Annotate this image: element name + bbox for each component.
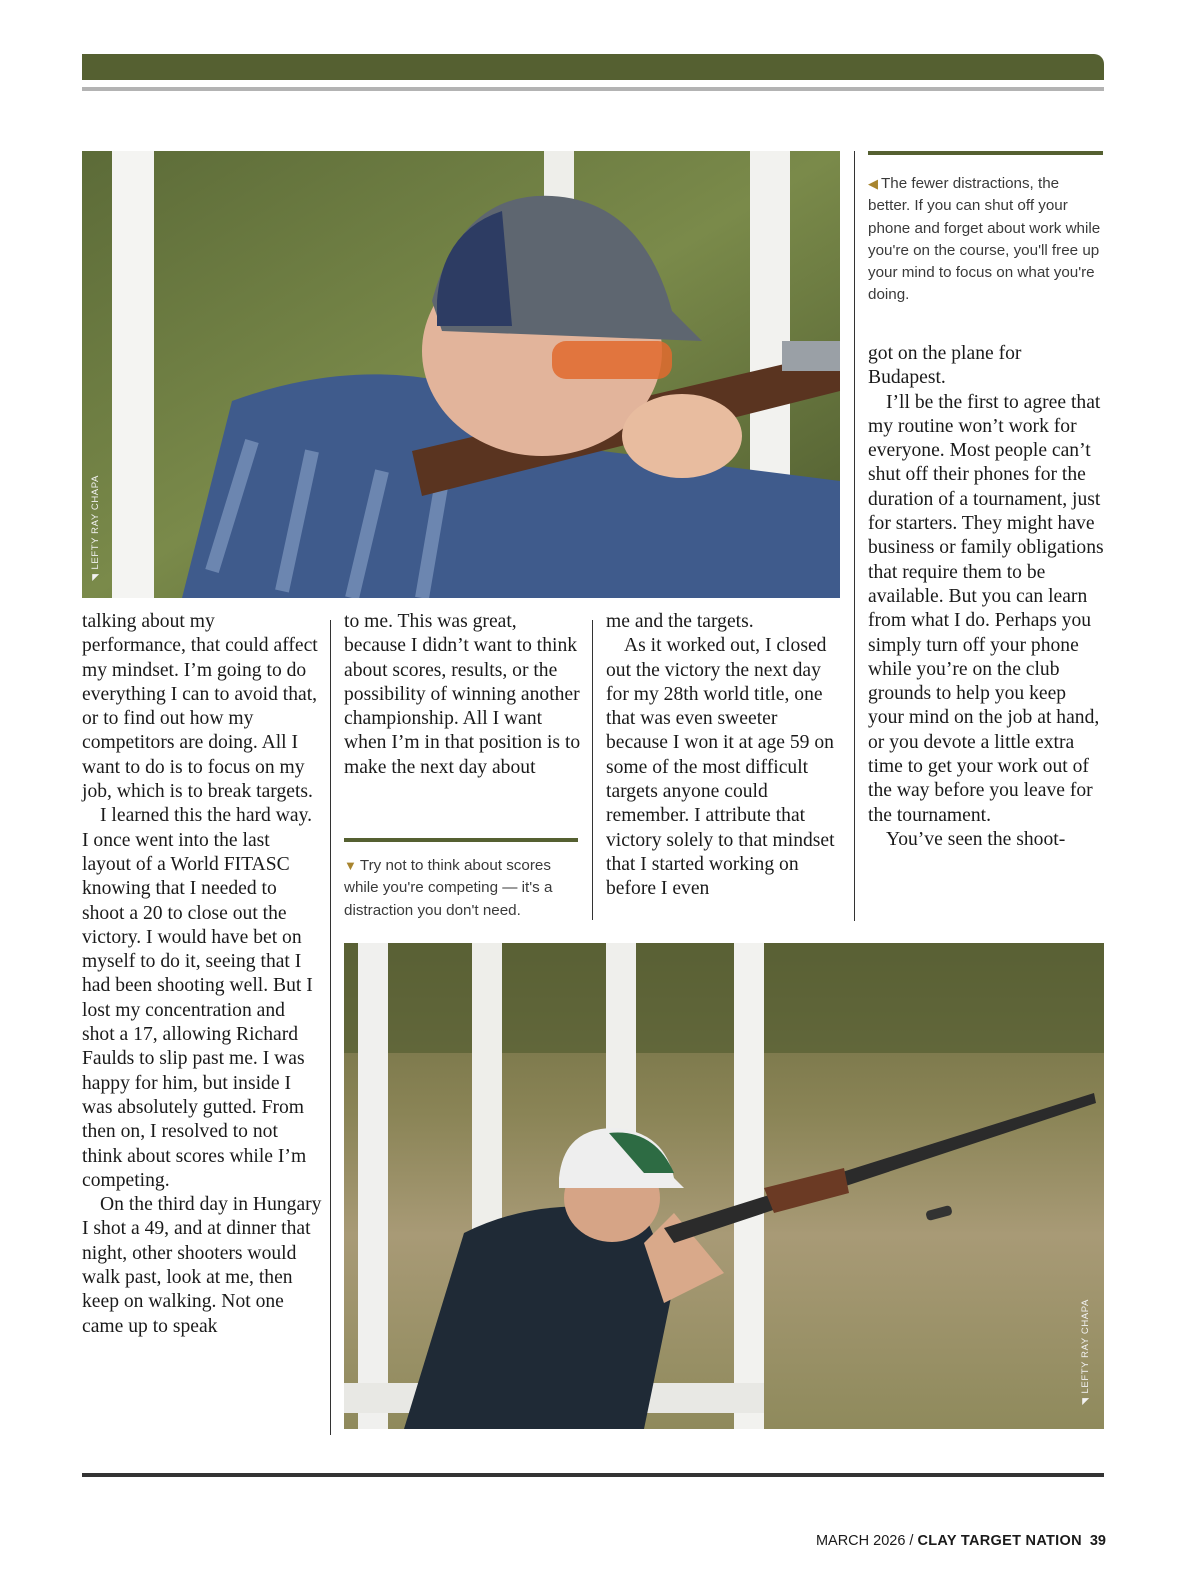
- paragraph: me and the targets.: [606, 611, 754, 632]
- triangle-down-icon: ▼: [344, 858, 357, 873]
- paragraph: I learned this the hard way. I once went into the last layout of a World FITASC knowing that I needed to shoot a 20 to close out the victory. I would have bet on myself to do it, seeing that I had been shooting well. But I lost my concentration and shot a 17, allowing Richard Faulds to slip past me. I was happy for him, but inside I was absolutely gutted. From then on, I resolved to not think about scores while I’m competing.: [82, 805, 313, 1191]
- magazine-name: CLAY TARGET NATION: [917, 1533, 1082, 1549]
- paragraph: to me. This was great, because I didn’t want to think about scores, results, or the possibility of winning another championship. All I want when I’m in that position is to make the next day about: [344, 611, 581, 778]
- paragraph: On the third day in Hungary I shot a 49, and at dinner that night, other shooters would walk past, look at me, then keep on walking. Not one came up to speak: [82, 1194, 322, 1337]
- column-rule: [330, 620, 331, 1435]
- photo-credit: ◥ LEFTY RAY CHAPA: [1080, 1299, 1091, 1405]
- page-footer: [816, 1533, 1106, 1549]
- caption-rule: [344, 838, 578, 842]
- woman-shooter-photo: [82, 151, 840, 598]
- header-rule: [82, 87, 1104, 91]
- page-number: 39: [1089, 1533, 1106, 1549]
- paragraph: talking about my performance, that could affect my mindset. I’m going to do everything I can to avoid that, or to find out how my competitors are doing. All I want to do is to focus on my job, which is to break targets.: [82, 611, 318, 803]
- man-shooter-photo: [344, 943, 1104, 1429]
- paragraph: got on the plane for Budapest.: [868, 343, 1022, 389]
- paragraph: You’ve seen the shoot-: [886, 828, 1066, 850]
- article-column-4: [868, 342, 1104, 852]
- photo-credit: ◥ LEFTY RAY CHAPA: [90, 475, 101, 581]
- paragraph: As it worked out, I closed out the victory the next day for my 28th world title, one that was even sweeter because I won it at age 59 on some of the most difficult targets anyone could remember. I attribute that victory solely to that mindset that I started working on before I even: [606, 635, 835, 900]
- footer-rule: [82, 1473, 1104, 1477]
- issue-date: MARCH 2026 /: [815, 1533, 918, 1549]
- photo-caption-right: ◀ The fewer distractions, the better. If you can shut off your phone and forget about work while you're on the course, you'll free up your mind to focus on what you're doing.: [868, 175, 1101, 304]
- caption-rule: [868, 151, 1103, 155]
- photo-caption-middle: ▼ Try not to think about scores while you're competing — it's a distraction you don't need.: [344, 857, 553, 919]
- column-rule: [592, 620, 593, 920]
- header-bar: [82, 54, 1104, 80]
- article-column-1: [82, 610, 322, 1339]
- triangle-left-icon: ◀: [868, 176, 878, 191]
- article-column-3: [606, 610, 842, 902]
- paragraph: I’ll be the first to agree that my routine won’t work for everyone. Most people can’t shut off their phones for the duration of a tournament, just for starters. They might have business or family obligations that require them to be available. But you can learn from what I do. Perhaps you simply turn off your phone while you’re on the club grounds to help you keep your mind on the job at hand, or you devote a little extra time to get your work out of the way before you leave for the tournament.: [868, 391, 1104, 826]
- article-column-2: [344, 610, 582, 780]
- column-rule: [854, 151, 855, 921]
